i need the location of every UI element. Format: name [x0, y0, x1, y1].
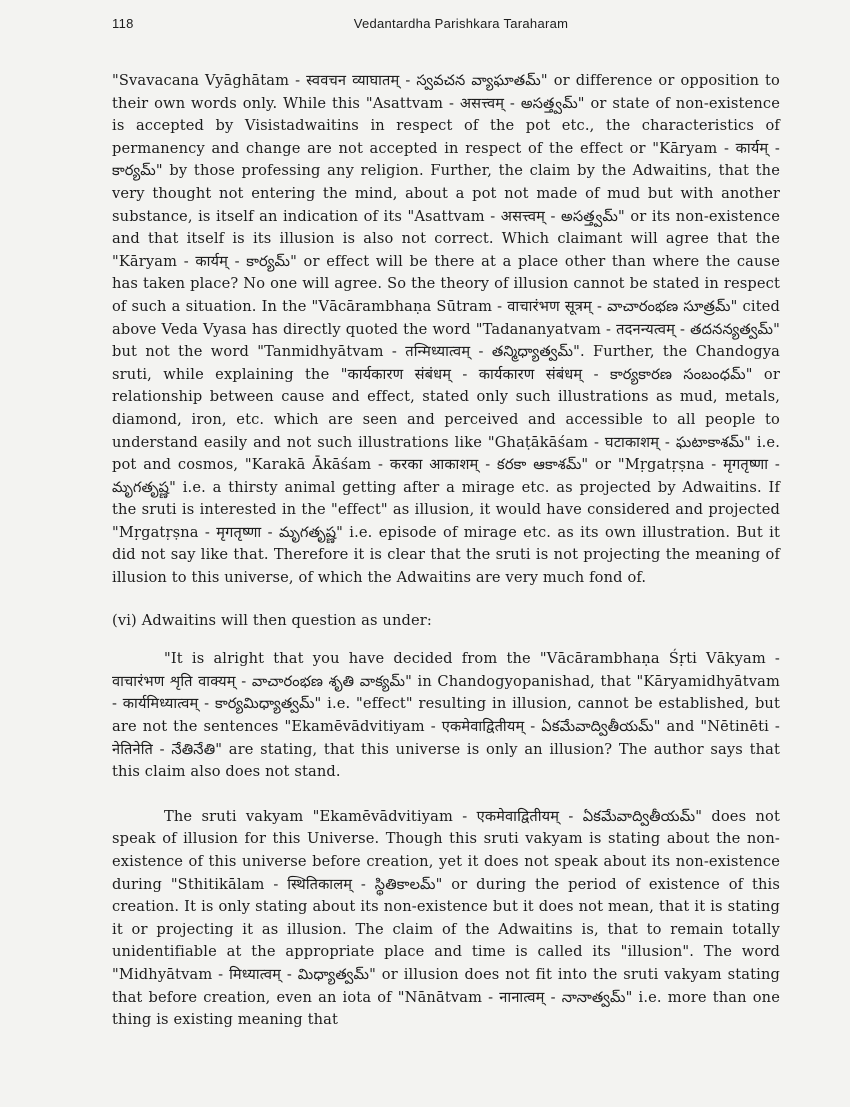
page-number: 118	[112, 16, 134, 31]
quoted-paragraph: "It is alright that you have decided from the "Vācārambhaṇa Śṛti Vākyam - वाचारंभण शृति वाक्यम् - వాచారంభణ శృతి వాక్యమ్" in Chandogyopanishad, that "Kāryamidhyātvam - कार्यमिध्यात्वम् - కార్యమిధ్యాత్వమ్" i.e. "effect" resulting in illusion, cannot be established, but are not the sentences "Ekamēvādvitiyam - एकमेवाद्वितीयम् - ఏకమేవాద్వితీయమ్" and "Nētinēti - नेतिनेति - నేతినేతి" are stating, that this universe is only an illusion? The author says that this claim also does not stand.	[112, 650, 780, 781]
body-text	[112, 70, 780, 1032]
list-item-paragraph: (vi) Adwaitins will then question as under:	[112, 611, 432, 629]
running-header	[112, 12, 780, 50]
paragraph: The sruti vakyam "Ekamēvādvitiyam - एकमेवाद्वितीयम् - ఏకమేవాద్వితీయమ్" does not speak of illusion for this Universe. Though this sruti vakyam is stating about the non-existence of this universe before creation, yet it does not speak about its non-existence during "Sthitikālam - स्थितिकालम् - స్థితికాలమ్" or during the period of existence of this creation. It is only stating about its non-existence but it does not mean, that it is stating it or projecting it as illusion. The claim of the Adwaitins is, that to remain totally unidentifiable at the appropriate place and time is called its "illusion". The word "Midhyātvam - मिध्यात्वम् - మిధ్యాత్వమ్" or illusion does not fit into the sruti vakyam stating that before creation, even an iota of "Nānātvam - नानात्वम् - నానాత్వమ్" i.e. more than one thing is existing meaning that	[112, 807, 780, 1029]
book-title: Vedantardha Parishkara Taraharam	[353, 16, 569, 31]
paragraph: "Svavacana Vyāghātam - स्ववचन व्याघातम् - స్వవచన వ్యాఘాతమ్" or difference or opposition to their own words only. While this "Asattvam - असत्त्वम् - అసత్త్వమ్" or state of non-existence is accepted by Visistadwaitins in respect of the pot etc., the characteristics of permanency and change are not accepted in respect of the effect or "Kāryam - कार्यम् - కార్యమ్" by those professing any religion. Further, the claim by the Adwaitins, that the very thought not entering the mind, about a pot not made of mud but with another substance, is itself an indication of its "Asattvam - असत्त्वम् - అసత్త్వమ్" or its non-existence and that itself is its illusion is also not correct. Which claimant will agree that the "Kāryam - कार्यम् - కార్యమ్" or effect will be there at a place other than where the cause has taken place? No one will agree. So the theory of illusion cannot be stated in respect of such a situation. In the "Vācārambhaṇa Sūtram - वाचारंभण सूत्रम् - వాచారంభణ సూత్రమ్" cited above Veda Vyasa has directly quoted the word "Tadananyatvam - तदनन्यत्वम् - తదనన్యత్వమ్" but not the word "Tanmidhyātvam - तन्मिध्यात्वम् - తన్మిధ్యాత్వమ్". Further, the Chandogya sruti, while explaining the "कार्यकारण संबंधम् - कार्यकारण संबंधम् - కార్యకారణ సంబంధమ్" or relationship between cause and effect, stated only such illustrations as mud, metals, diamond, iron, etc. which are seen and perceived and accessible to all people to understand easily and not such illustrations like "Ghaṭākāśam - घटाकाशम् - ఘటాకాశమ్" i.e. pot and cosmos, "Karakā Ākāśam - करका आकाशम् - కరకా ఆకాశమ్" or "Mṛgatṛṣna - मृगतृष्णा - మృగతృష్ణ" i.e. a thirsty animal getting after a mirage etc. as projected by Adwaitins. If the sruti is interested in the "effect" as illusion, it would have considered and projected "Mṛgatṛṣna - मृगतृष्णा - మృగతృష్ణ" i.e. episode of mirage etc. as its own illustration. But it did not say like that. Therefore it is clear that the sruti is not projecting the meaning of illusion to this universe, of which the Adwaitins are very much fond of.	[112, 72, 780, 587]
